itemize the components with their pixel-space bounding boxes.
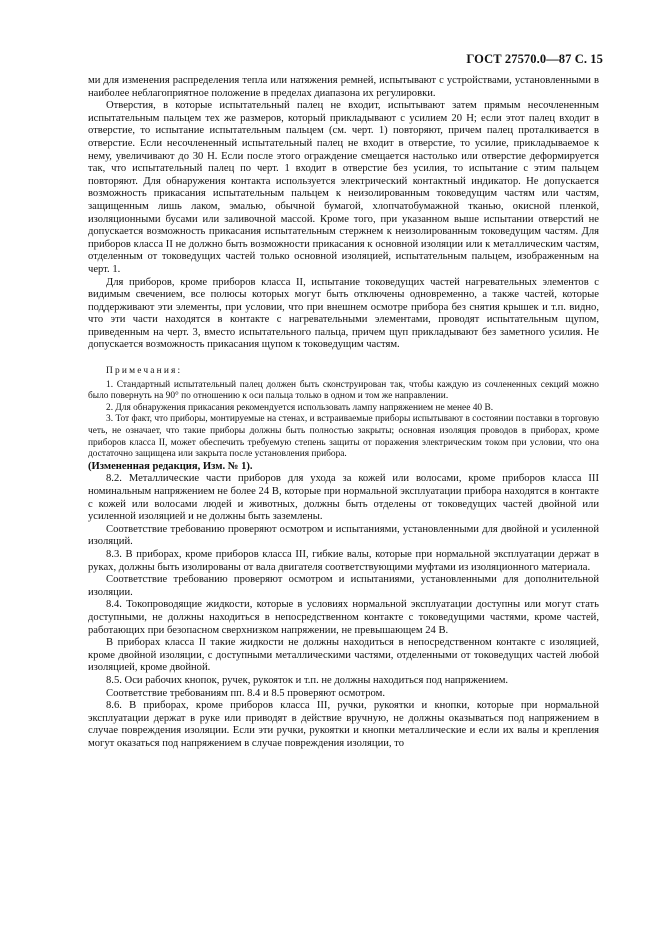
paragraph: 8.3. В приборах, кроме приборов класса III, гибкие валы, которые при нормальной эксплуатации держат в руках, должны быть изолированы от вала двигателя соответствующими муфтами из изоляционного материала. bbox=[88, 548, 599, 573]
note-item: 3. Тот факт, что приборы, монтируемые на стенах, и встраиваемые приборы испытывают в состоянии поставки в торговую четь, не означает, что такие приборы должны быть полностью закрыты; основная изоляция проводов в приборах, кроме приборов класса II, может обеспечить требуемую степень защиты от поражения электрическим током при условии, что она достаточно защищена или закрыта после установления прибора. bbox=[88, 414, 599, 460]
paragraph: В приборах класса II такие жидкости не должны находиться в непосредственном контакте с изоляцией, кроме двойной изоляции, с доступными металлическими частями, отделенными от токоведущих частей любой изоляцией, кроме двойной. bbox=[88, 637, 599, 674]
page-header: ГОСТ 27570.0—87 С. 15 bbox=[466, 52, 603, 66]
paragraph: 8.5. Оси рабочих кнопок, ручек, рукояток и т.п. не должны находиться под напряжением. bbox=[106, 674, 509, 686]
paragraph: Отверстия, в которые испытательный палец не входит, испытывают затем прямым несочлененным испытательным пальцем тех же размеров, который прикладывают с усилием 20 Н; если этот палец входит в отверстие, то испытание испытательным пальцем (см. черт. 1) повторяют, причем палец проталкивается в отверстие. Если несочлененный испытательный палец не входит в отверстие, то усилие, прикладываемое к нему, увеличивают до 30 Н. Если после этого ограждение смещается настолько или отверстие деформируется так, что испытательный палец по черт. 1 входит в отверстие без усилия, то испытание с этим пальцем повторяют. Для обнаружения контакта используется электрический контактный индикатор. Не допускается возможность прикасания испытательным пальцем к неизолированным токоведущим частям или частям, защищенным лишь лаком, эмалью, обычной бумагой, хлопчатобумажной тканью, окисной пленкой, изоляционными бусами или заливочной массой. Кроме того, при указанном выше испытании отверстий не допускается возможность прикасания испытательным стержнем к неизолированным токоведущим частям. Для приборов класса II не должно быть возможности прикасания к основной изоляции или к металлическим частям, отделенным от токоведущих частей только основной изоляцией, испытательным пальцем, изображенным на черт. 1. bbox=[88, 100, 599, 275]
note-item: 1. Стандартный испытательный палец должен быть сконструирован так, чтобы каждую из сочлененных секций можно было повернуть на 90° по отношению к оси пальца только в одном и том же направлении. bbox=[88, 379, 599, 402]
notes-title: Примечания: bbox=[106, 366, 183, 377]
paragraph: Соответствие требованию проверяют осмотром и испытаниями, установленными для дополнительной изоляции. bbox=[88, 574, 599, 598]
paragraph: Соответствие требованию проверяют осмотром и испытаниями, установленными для двойной и усиленной изоляций. bbox=[88, 523, 599, 548]
paragraph: 8.4. Токопроводящие жидкости, которые в условиях нормальной эксплуатации доступны или могут стать доступными, не должны находиться в непосредственном контакте с токоведущими частями, кроме частей, работающих при безопасном сверхнизком напряжении, не превышающем 24 В. bbox=[88, 599, 599, 636]
paragraph: ми для изменения распределения тепла или натяжения ремней, испытывают с устройствами, установленными в наиболее неблагоприятное положение в пределах диапазона их регулировки. bbox=[88, 75, 599, 99]
paragraph: 8.2. Металлические части приборов для ухода за кожей или волосами, кроме приборов класса III номинальным напряжением не более 24 В, которые при нормальной эксплуатации прибора находятся в контакте с кожей или волосами людей и животных, должны быть отделены от токоведущих частей двойной или усиленной изоляцией и не должны быть заземлены. bbox=[88, 473, 599, 523]
note-item: 2. Для обнаружения прикасания рекомендуется использовать лампу напряжением не менее 40 В. bbox=[106, 402, 494, 413]
paragraph: 8.6. В приборах, кроме приборов класса III, ручки, рукоятки и кнопки, которые при нормальной эксплуатации держат в руке или приводят в действие вручную, не должны оказываться под напряжением в случае повреждения изоляции. Если эти ручки, рукоятки и кнопки металлические и если их валы и крепления могут оказаться под напряжением в случае повреждения изоляции, то bbox=[88, 700, 599, 749]
paragraph: Соответствие требованиям пп. 8.4 и 8.5 проверяют осмотром. bbox=[106, 687, 385, 699]
edition-note: (Измененная редакция, Изм. № 1). bbox=[88, 460, 253, 472]
paragraph: Для приборов, кроме приборов класса II, испытание токоведущих частей нагревательных элементов с видимым свечением, все полюсы которых могут быть отключены одновременно, а также частей, которые поддерживают эти элементы, при условии, что при внешнем осмотре прибора без снятия крышек и т.п. видно, что эти части находятся в контакте с нагревательными элементами, проводят испытательным щупом, приведенным на черт. 3, вместо испытательного пальца, причем щуп прикладывают без заметного усилия. Не допускается возможность прикасания щупом к токоведущим частям. bbox=[88, 276, 599, 351]
notes-block bbox=[88, 366, 599, 461]
page-content bbox=[88, 75, 599, 750]
